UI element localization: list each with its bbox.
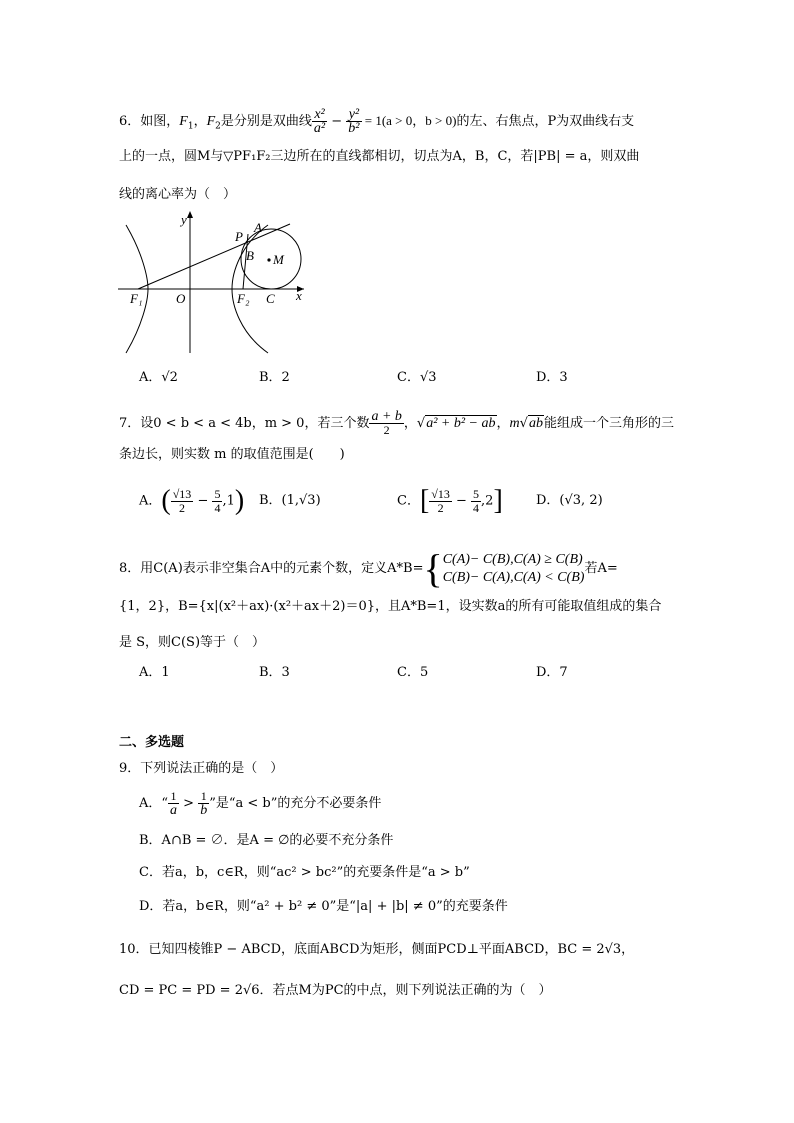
q6-option-d: D．3 bbox=[536, 370, 568, 385]
svg-text:x: x bbox=[296, 288, 302, 303]
q6-option-c: C．√3 bbox=[397, 370, 437, 385]
q9-option-b: B．A∩B = ∅．是A = ∅的必要不充分条件 bbox=[139, 833, 394, 848]
q8-line2: {1，2}，B={x|(x²＋ax)·(x²＋ax＋2)＝0}，且A*B=1，设实数a的所有可能取值组成的集合 bbox=[119, 599, 662, 614]
q6-line2: 上的一点，圆M与▽PF₁F₂三边所在的直线都相切，切点为A，B，C，若|PB| = a，则双曲 bbox=[119, 149, 640, 164]
svg-text:B: B bbox=[246, 248, 254, 263]
q9-option-d: D．若a，b∈R，则“a² + b² ≠ 0”是“|a| + |b| ≠ 0”的充要条件 bbox=[139, 899, 508, 914]
q8-line3: 是 S，则C(S)等于（ ） bbox=[119, 635, 266, 650]
q8-cases: C(A)− C(B),C(A) ≥ C(B) C(B)− C(A),C(A) < C(B) bbox=[442, 551, 585, 585]
section-title-multiple-choice: 二、多选题 bbox=[119, 735, 185, 750]
q6-frac-y: $\frac{\text{y²}}{\text{b²}}$ bbox=[348, 107, 360, 136]
svg-text:F₂: F₂ bbox=[237, 291, 250, 306]
q8-option-b: B．3 bbox=[259, 665, 290, 680]
q7-option-a: A．( $\frac{√13}{2}$ − $\frac{5}{4}$ ,1) bbox=[139, 485, 245, 516]
q8-line1: 8．用C(A)表示非空集合A中的元素个数，定义A*B={ C(A)− C(B),C(A) ≥ C(B) C(B)− C(A),C(A) < C(B) 若A= bbox=[119, 545, 618, 591]
svg-text:M: M bbox=[273, 252, 284, 267]
svg-text:O: O bbox=[176, 291, 186, 306]
q7-option-b: B．(1,√3) bbox=[259, 493, 321, 508]
q10-line2: CD = PC = PD = 2√6．若点M为PC的中点，则下列说法正确的为（ ） bbox=[119, 983, 552, 998]
q7-option-c: C．[ $\frac{√13}{2}$ − $\frac{5}{4}$ ,2] bbox=[397, 485, 503, 516]
q8-option-d: D．7 bbox=[536, 665, 568, 680]
hyperbola-figure bbox=[118, 207, 318, 357]
q6-frac-x: $\frac{\text{x²}}{\text{a²}}$ bbox=[313, 107, 326, 136]
q7-line2: 条边长，则实数 m 的取值范围是( ) bbox=[119, 447, 345, 462]
q10-line1: 10．已知四棱锥P − ABCD，底面ABCD为矩形，侧面PCD⊥平面ABCD，BC = 2√3， bbox=[119, 942, 635, 957]
q6-option-a: A．√2 bbox=[139, 370, 178, 385]
q9-stem: 9．下列说法正确的是（ ） bbox=[119, 761, 284, 776]
q9-option-a: A．“ $\frac{1}{a}$ > $\frac{1}{b}$ ”是“a < b”的充分不必要条件 bbox=[139, 789, 382, 818]
svg-text:C: C bbox=[266, 291, 275, 306]
q7-line1: 7．设0 < b < a < 4b，m > 0，若三个数 $\frac{a + b}{2}$ ，√a² + b² − ab，m√ab能组成一个三角形的三 bbox=[119, 409, 674, 437]
svg-text:A: A bbox=[254, 220, 262, 235]
q6-option-b: B．2 bbox=[259, 370, 290, 385]
svg-text:P: P bbox=[235, 229, 243, 244]
svg-text:y: y bbox=[181, 212, 187, 227]
q7-option-d: D．(√3, 2) bbox=[536, 493, 603, 508]
q6-line3: 线的离心率为（ ） bbox=[119, 187, 237, 202]
q8-option-c: C．5 bbox=[397, 665, 429, 680]
q7-frac: $\frac{a + b}{2}$ bbox=[371, 409, 402, 437]
q9-option-c: C．若a，b，c∈R，则“ac² > bc²”的充要条件是“a > b” bbox=[139, 865, 470, 880]
svg-text:F₁: F₁ bbox=[130, 291, 143, 306]
q6-line1: 6．如图，$F_1$，$F_2$是分别是双曲线 $\frac{\text{x²}}{\text{a²}}$ − $\frac{\text{y²}}{\text{b²}}$ = 1(a > 0，b > 0)的左、右焦点，P为双曲线右支 bbox=[119, 107, 635, 136]
q8-option-a: A．1 bbox=[139, 665, 170, 680]
